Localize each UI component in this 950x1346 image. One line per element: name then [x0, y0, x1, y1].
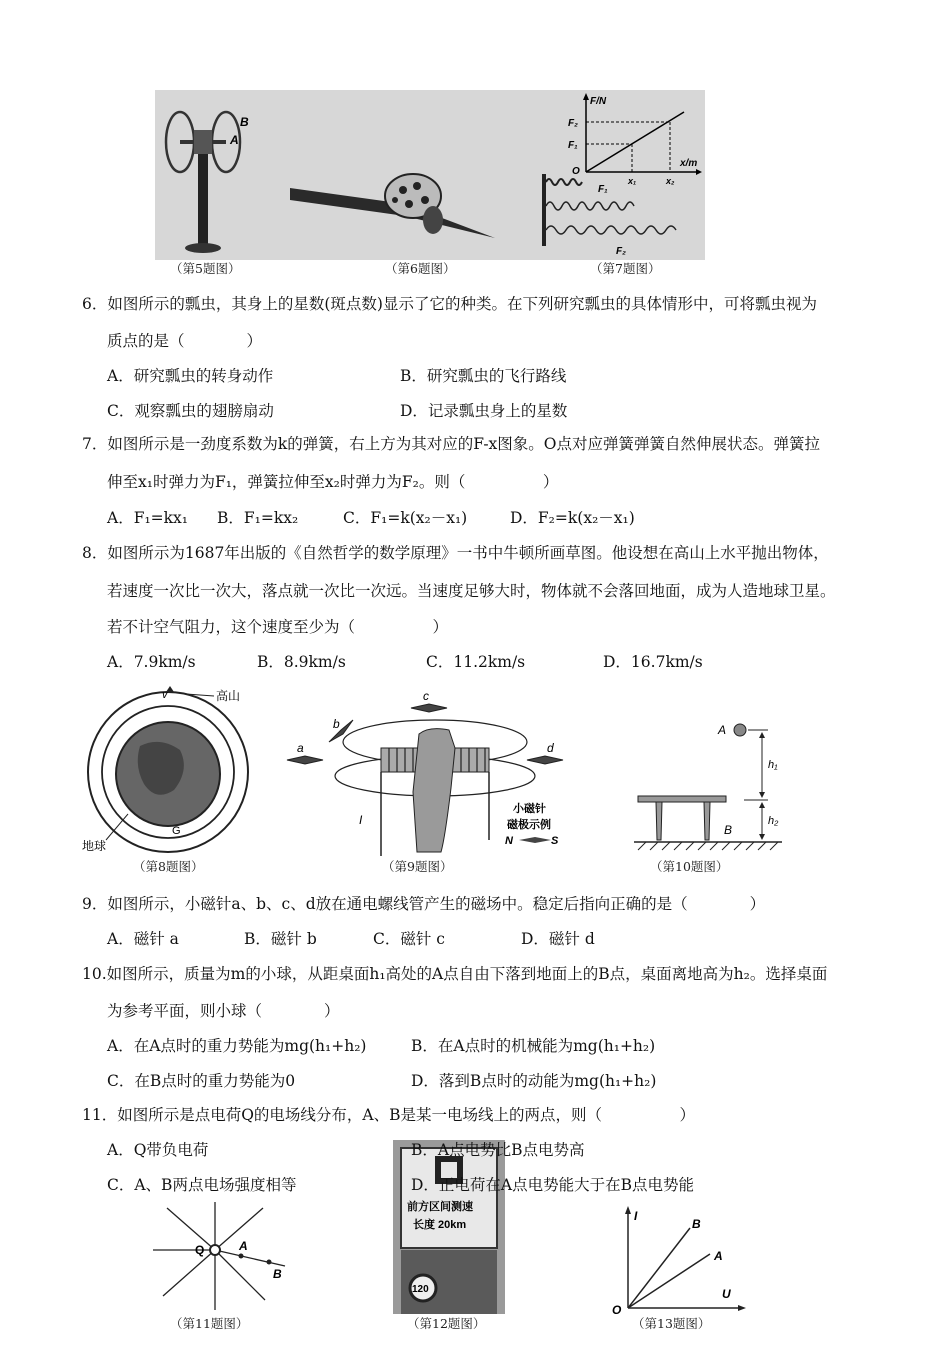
fig9-compass-a	[287, 756, 323, 764]
caption-fig7: （第7题图）	[590, 261, 661, 276]
q11-option-d[interactable]: D．正电荷在A点电势能大于在B点电势能	[411, 1176, 695, 1194]
caption-fig10: （第10题图）	[650, 859, 729, 874]
fig7-spring-rest	[546, 179, 582, 185]
fig7-spring-label-f1: F₁	[598, 184, 608, 195]
fig11-point-a	[239, 1254, 244, 1259]
fig7-force-line	[586, 112, 684, 172]
q7-option-b[interactable]: B．F₁=kx₂	[217, 509, 299, 527]
fig8-label-mountain: 高山	[216, 689, 241, 703]
fig9-compass-d	[527, 756, 563, 764]
fig10-label-b: B	[724, 823, 733, 837]
fig13-line-b	[628, 1228, 690, 1308]
q11-option-c[interactable]: C．A、B两点电场强度相等	[107, 1176, 297, 1194]
q6-stem-line1: 6．如图所示的瓢虫，其身上的星数(斑点数)显示了它的种类。在下列研究瓢虫的具体情形中，可将瓢虫视为	[82, 295, 817, 313]
fig9-label-c: c	[423, 690, 429, 703]
q7-stem-line1: 7．如图所示是一劲度系数为k的弹簧，右上方为其对应的F-x图象。O点对应弹簧弹簧自然伸展状态。弹簧拉	[82, 435, 821, 453]
q8-option-b[interactable]: B．8.9km/s	[257, 653, 346, 671]
fig5-pole	[198, 152, 208, 247]
q6-option-a[interactable]: A．研究瓢虫的转身动作	[107, 367, 274, 385]
q7-option-a[interactable]: A．F₁=kx₁	[107, 509, 188, 527]
caption-fig9: （第9题图）	[382, 859, 453, 874]
q11-option-b[interactable]: B．A点电势比B点电势高	[411, 1141, 585, 1159]
fig9-legend-1: 小磁针	[513, 803, 546, 815]
fig7-axis-f: F/N	[590, 96, 607, 107]
q9-option-d[interactable]: D．磁针 d	[521, 930, 595, 948]
fig5-label-a: A	[230, 133, 239, 147]
q10-stem-line1: 10.如图所示，质量为m的小球，从距桌面h₁高处的A点自由下落到地面上的B点，桌面离地高为h₂。选择桌面	[82, 965, 828, 983]
figure-7	[540, 92, 702, 260]
q8-stem-line2: 若速度一次比一次大，落点就一次比一次远。当速度足够大时，物体就不会落回地面，成为人造地球卫星。	[107, 582, 836, 600]
fig8-label-v: v	[162, 689, 168, 701]
fig8-label-g: G	[172, 825, 181, 837]
fig7-label-x2: x₂	[666, 176, 675, 186]
fig5-label-b: B	[240, 115, 249, 129]
fig10-table-top	[638, 796, 726, 802]
q6-option-d[interactable]: D．记录瓢虫身上的星数	[400, 402, 568, 420]
fig10-ball	[734, 724, 746, 736]
q8-option-a[interactable]: A．7.9km/s	[107, 653, 196, 671]
fig11-label-q: Q	[195, 1243, 205, 1257]
q8-stem-line3: 若不计空气阻力，这个速度至少为（ ）	[107, 618, 449, 636]
fig11-label-b: B	[273, 1267, 282, 1281]
fig9-legend-2: 磁极示例	[507, 819, 551, 831]
q10-stem-line2: 为参考平面，则小球（ ）	[107, 1002, 340, 1020]
fig10-label-h2: h₂	[768, 815, 779, 827]
fig13-line-a	[628, 1254, 710, 1308]
q8-option-d[interactable]: D．16.7km/s	[603, 653, 703, 671]
q9-option-b[interactable]: B．磁针 b	[244, 930, 317, 948]
figure-9	[285, 690, 585, 856]
q9-stem-line1: 9．如图所示，小磁针a、b、c、d放在通电螺线管产生的磁场中。稳定后指向正确的是（ ）	[82, 895, 766, 913]
fig12-speed-text: 120	[412, 1284, 429, 1295]
fig11-point-b	[267, 1260, 272, 1265]
fig5-base	[185, 243, 221, 253]
fig7-label-o: O	[572, 166, 580, 177]
caption-fig12: （第12题图）	[407, 1316, 486, 1331]
figure-13	[606, 1204, 746, 1316]
fig12-sign-text1: 前方区间测速	[407, 1201, 473, 1213]
q10-option-a[interactable]: A．在A点时的重力势能为mg(h₁+h₂)	[107, 1037, 367, 1055]
fig7-label-f2: F₂	[568, 118, 578, 129]
fig13-label-o: O	[612, 1303, 622, 1316]
q11-stem-line1: 11．如图所示是点电荷Q的电场线分布，A、B是某一电场线上的两点，则（ ）	[82, 1106, 696, 1124]
fig9-label-b: b	[333, 717, 340, 731]
q7-stem-line2: 伸至x₁时弹力为F₁，弹簧拉伸至x₂时弹力为F₂。则（ ）	[107, 473, 559, 491]
fig10-label-a: A	[718, 723, 727, 737]
fig13-label-u: U	[722, 1287, 731, 1301]
figure-8	[78, 684, 258, 856]
fig13-label-a: A	[714, 1249, 723, 1263]
caption-fig5: （第5题图）	[170, 261, 241, 276]
caption-fig13: （第13题图）	[632, 1316, 711, 1331]
caption-fig8: （第8题图）	[133, 859, 204, 874]
q9-option-c[interactable]: C．磁针 c	[373, 930, 445, 948]
q11-option-a[interactable]: A．Q带负电荷	[107, 1141, 209, 1159]
fig7-axis-x: x/m	[680, 158, 698, 169]
q6-stem-line2: 质点的是（ ）	[107, 332, 263, 350]
q8-option-c[interactable]: C．11.2km/s	[426, 653, 526, 671]
fig7-spring-label-f2: F₂	[616, 246, 626, 257]
fig9-compass-c	[411, 704, 447, 712]
fig9-hand	[413, 729, 455, 852]
q6-option-b[interactable]: B．研究瓢虫的飞行路线	[400, 367, 567, 385]
fig11-field-line	[167, 1208, 215, 1250]
q10-option-c[interactable]: C．在B点时的重力势能为0	[107, 1072, 296, 1090]
fig9-label-a: a	[297, 741, 304, 755]
q7-option-d[interactable]: D．F₂=k(x₂－x₁)	[510, 509, 635, 527]
fig9-legend-n: N	[505, 835, 513, 847]
fig12-sign-text2: 长度 20km	[413, 1219, 467, 1231]
fig7-label-f1: F₁	[568, 140, 578, 151]
figure-6	[285, 160, 505, 258]
fig9-label-d: d	[547, 741, 554, 755]
figure-11	[145, 1200, 295, 1312]
figure-12	[393, 1140, 505, 1314]
fig7-label-x1: x₁	[628, 176, 637, 186]
caption-fig11: （第11题图）	[170, 1316, 249, 1331]
q10-option-d[interactable]: D．落到B点时的动能为mg(h₁+h₂)	[411, 1072, 657, 1090]
fig11-label-a: A	[239, 1239, 248, 1253]
fig9-label-i: I	[359, 813, 363, 827]
fig9-legend-s: S	[551, 835, 559, 847]
fig10-label-h1: h₁	[768, 759, 778, 771]
fig11-field-line	[163, 1250, 215, 1296]
fig8-label-earth: 地球	[82, 839, 107, 853]
figure-5	[158, 92, 258, 258]
q6-option-c[interactable]: C．观察瓢虫的翅膀扇动	[107, 402, 274, 420]
fig7-spring-1	[546, 202, 634, 210]
q9-option-a[interactable]: A．磁针 a	[107, 930, 179, 948]
caption-fig6: （第6题图）	[385, 261, 456, 276]
fig13-label-i: I	[634, 1209, 638, 1223]
fig11-field-line	[215, 1250, 285, 1266]
q10-option-b[interactable]: B．在A点时的机械能为mg(h₁+h₂)	[411, 1037, 656, 1055]
fig11-charge-q	[210, 1245, 220, 1255]
q8-stem-line1: 8．如图所示为1687年出版的《自然哲学的数学原理》一书中牛顿所画草图。他设想在高山上水平抛出物体，	[82, 544, 829, 562]
q7-option-c[interactable]: C．F₁=k(x₂－x₁)	[343, 509, 468, 527]
figure-10	[634, 716, 784, 856]
fig7-spring-2	[546, 226, 676, 234]
fig13-label-b: B	[692, 1217, 701, 1231]
